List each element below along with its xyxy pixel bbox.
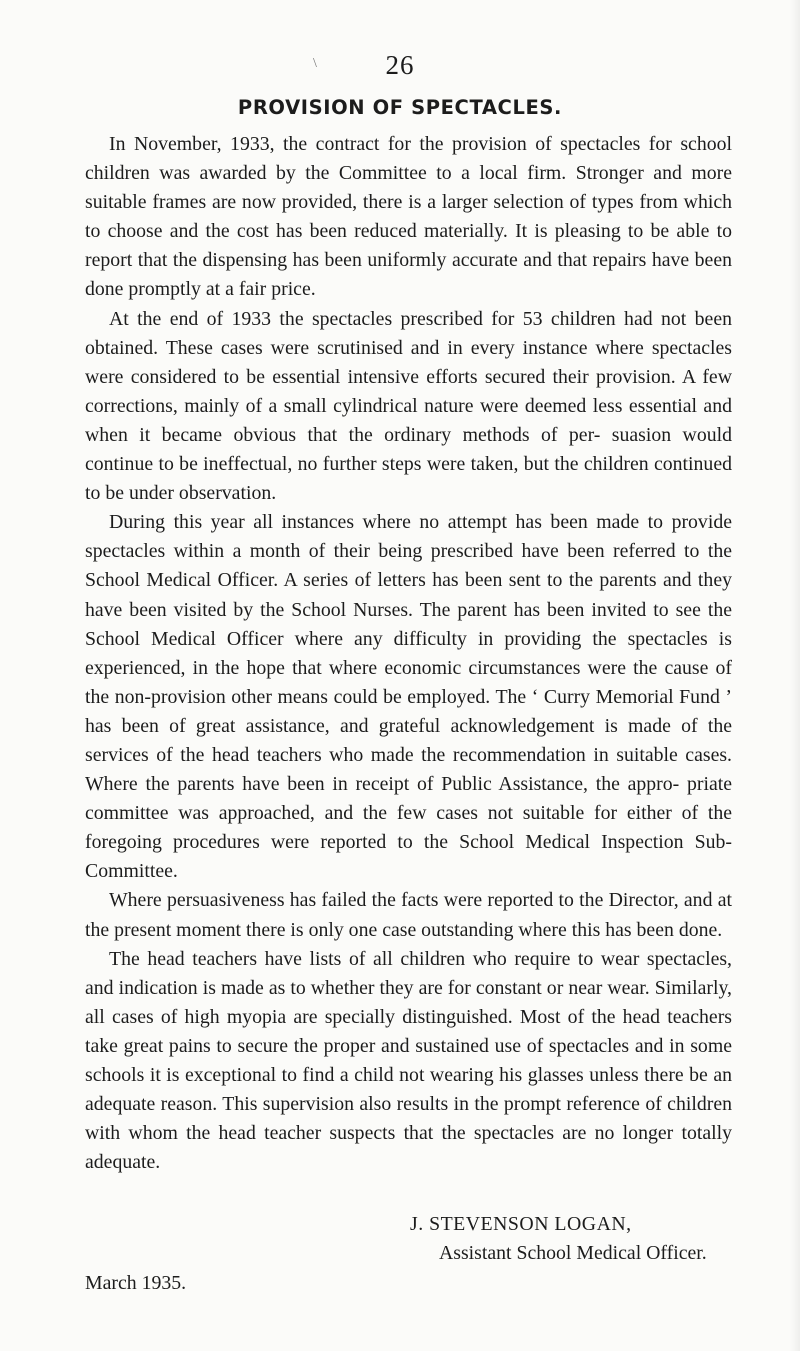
signature-title: Assistant School Medical Officer. [439,1242,707,1264]
page-edge-shadow [790,0,800,1351]
report-date: March 1935. [85,1272,187,1294]
paragraph-contract: In November, 1933, the contract for the provision of spectacles for school children was awarded by the Committee to a local firm. Stronger and more suitable frames are now provided, there is a larger selection of types from which to choose and the cost has been reduced materially. It is pleasing to be able to report that the dispensing has been uniformly accurate and that repairs have been done promptly at a fair price. [85,133,732,301]
page-number: 26 [385,50,415,80]
paragraph-director: Where persuasiveness has failed the facts were reported to the Director, and at the present moment there is only one case outstanding where this has been done. [85,889,732,941]
paragraph-outstanding-1933: At the end of 1933 the spectacles prescribed for 53 children had not been obtained. These cases were scrutinised and in every instance where spectacles were considered to be essential intensive efforts secured their provision. A few corrections, mainly of a small cylindrical nature were deemed less essential and when it became obvious that the ordinary methods of per- suasion would continue to be ineffectual, no further steps were taken, but the children continued to be under observation. [85,307,732,505]
signature-name: J. STEVENSON LOGAN, [410,1213,632,1235]
paragraph-head-teachers: The head teachers have lists of all children who require to wear spectacles, and indication is made as to whether they are for constant or near wear. Similarly, all cases of high myopia are specially distinguished. Most of the head teachers take great pains to secure the proper and sustained use of spectacles and in some schools it is exceptional to find a child not wearing his glasses unless there be an adequate reason. This supervision also results in the prompt reference of children with whom the head teacher suspects that the spectacles are no longer totally adequate. [85,947,732,1174]
report-body [85,130,732,1177]
section-heading: PROVISION OF SPECTACLES. [237,96,563,119]
margin-mark: \ [313,56,317,71]
paragraph-referrals: During this year all instances where no attempt has been made to provide spectacles within a month of their being prescribed have been referred to the School Medical Officer. A series of letters has been sent to the parents and they have been visited by the School Nurses. The parent has been invited to see the School Medical Officer where any difficulty in providing the spectacles is experienced, in the hope that where economic circumstances were the cause of the non-provision other means could be employed. The ‘ Curry Memorial Fund ’ has been of great assistance, and grateful acknowledgement is made of the services of the head teachers who made the recommendation in suitable cases. Where the parents have been in receipt of Public Assistance, the appro- priate committee was approached, and the few cases not suitable for either of the foregoing procedures were reported to the School Medical Inspection Sub-Committee. [85,511,732,883]
